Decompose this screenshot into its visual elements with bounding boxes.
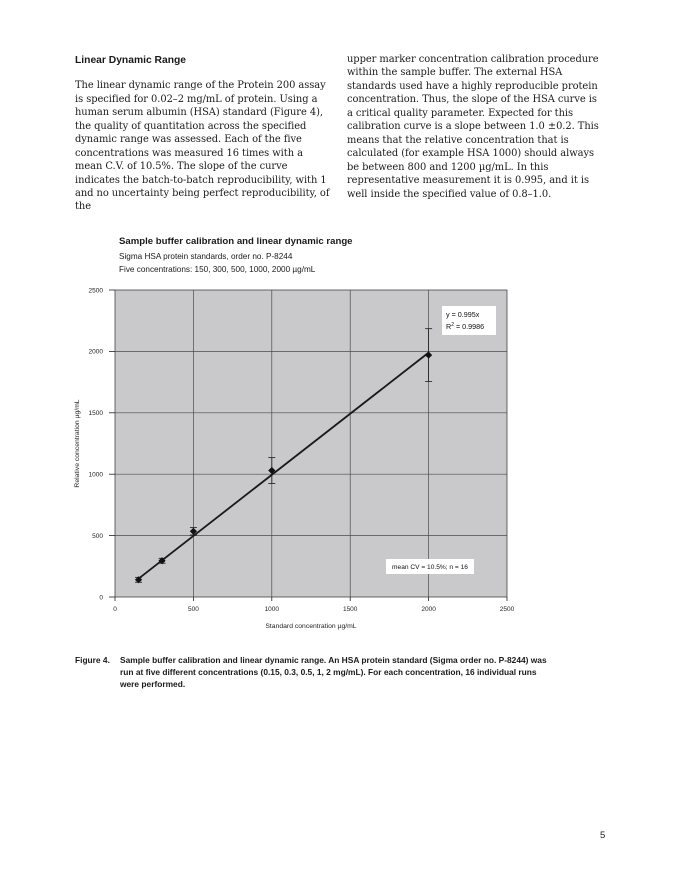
x-tick-label: 2000 xyxy=(421,606,436,613)
y-tick-label: 2000 xyxy=(88,348,103,356)
x-tick-label: 1500 xyxy=(342,606,358,613)
y-tick-label: 500 xyxy=(92,532,103,540)
chart-subtitle-2: Five concentrations: 150, 300, 500, 1000, 2000 µg/mL xyxy=(119,265,316,274)
equation-line-1: y = 0.995x xyxy=(446,310,480,319)
y-tick-label: 0 xyxy=(99,594,103,602)
y-tick-label: 1500 xyxy=(88,410,103,418)
caption-label: Figure 4. xyxy=(75,655,110,665)
page-number: 5 xyxy=(600,830,606,841)
right-paragraph: upper marker concentration calibration procedure within the sample buffer. The external HSA standards used have a highly reproducible protein concentration. Thus, the slope of the HSA curve is a critical quality parameter. Expected for this calibration curve is a slope between 1.0 ±0.2. This means that the relative concentration that is calculated (for example HSA 1000) should always be between 800 and 1200 µg/mL. In this representative measurement it is 0.995, and it is well inside the specified value of 0.8–1.0. xyxy=(347,54,599,200)
section-heading: Linear Dynamic Range xyxy=(75,55,187,66)
x-tick-label: 1000 xyxy=(264,606,280,613)
x-tick-label: 500 xyxy=(187,606,199,613)
chart-subtitle-1: Sigma HSA protein standards, order no. P-8244 xyxy=(119,252,293,261)
x-axis-label: Standard concentration µg/mL xyxy=(265,623,357,630)
equation-line-2: $R^2 = 0.9986$ xyxy=(446,322,485,331)
y-axis-label: Relative concentration µg/mL xyxy=(74,399,81,488)
x-tick-label: 2500 xyxy=(499,606,515,613)
left-paragraph: The linear dynamic range of the Protein 200 assay is specified for 0.02–2 mg/mL of protein. Using a human serum albumin (HSA) standard (Figure 4), the quality of quantitation across the specified dynamic range was assessed. Each of the five concentrations was measured 16 times with a mean C.V. of 10.5%. The slope of the curve indicates the batch-to-batch reproducibility, with 1 and no uncertainty being perfect reproducibility, of the xyxy=(75,80,330,213)
x-tick-label: 0 xyxy=(113,606,117,613)
chart-title: Sample buffer calibration and linear dynamic range xyxy=(119,236,353,247)
annotation-text: mean CV = 10.5%; n = 16 xyxy=(392,564,468,571)
y-tick-label: 2500 xyxy=(88,287,103,295)
y-tick-label: 1000 xyxy=(88,471,103,479)
caption-text: Sample buffer calibration and linear dynamic range. An HSA protein standard (Sigma order no. P-8244) was run at five different concentrations (0.15, 0.3, 0.5, 1, 2 mg/mL). For each concentration, 16 individual runs were performed. xyxy=(120,655,547,690)
